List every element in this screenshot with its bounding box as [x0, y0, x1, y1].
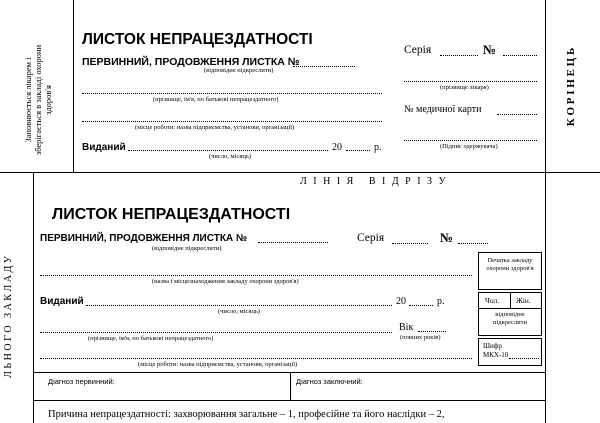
stub-signature-hint: (Підпис одержувача): [440, 143, 498, 150]
stub-left-border: [73, 0, 74, 172]
main-name-hint: (прізвище, ім'я, по батькові непрацездатного): [88, 335, 214, 342]
stub-card-field[interactable]: [497, 114, 537, 115]
gender-male-option[interactable]: Чол.: [485, 296, 500, 305]
stub-bottom-border: [0, 172, 600, 173]
main-name-field[interactable]: [40, 332, 392, 333]
main-year-suffix: р.: [437, 296, 445, 307]
main-series-label: Серія: [357, 232, 385, 244]
gender-box: [478, 292, 542, 336]
stub-doctor-field[interactable]: [404, 81, 537, 82]
cipher-field[interactable]: [509, 358, 539, 359]
cipher-box: [478, 338, 542, 366]
main-subtitle: ПЕРВИННИЙ, ПРОДОВЖЕННЯ ЛИСТКА №: [40, 233, 248, 244]
stub-issued-field[interactable]: [128, 150, 328, 151]
stub-issued-hint: (число, місяць): [209, 153, 251, 160]
main-age-hint: (повних років): [400, 334, 441, 341]
main-age-label: Вік: [399, 322, 414, 333]
stub-series-field[interactable]: [440, 55, 478, 56]
main-side-label: Л Ь Н О Г О З А К Л А Д У: [3, 256, 14, 378]
stub-name-hint: (прізвище, ім'я, по батькові непрацездатного): [153, 96, 279, 103]
stub-number-value-field[interactable]: [503, 55, 537, 56]
cipher-label: Шифр: [483, 342, 502, 350]
main-work-hint: (місце роботи: назва підприємства, установи, організації): [138, 361, 298, 368]
stub-year-prefix: 20: [332, 142, 342, 153]
stub-number-field[interactable]: [293, 66, 355, 67]
diagnosis-final-label: Діагноз заключний:: [296, 377, 363, 386]
stub-name-field[interactable]: [82, 93, 382, 94]
diagnosis-bottom-border: [33, 400, 545, 401]
main-series-field[interactable]: [392, 243, 428, 244]
cause-text: Причина непрацездатності: захворювання загальне – 1, професійне та його наслідки – 2,: [48, 409, 445, 420]
main-issued-label: Виданий: [40, 296, 84, 307]
right-border: [545, 0, 546, 423]
stub-side-note: Заповнюється лікарем і зберігається в закладі охорони здоров'я: [23, 44, 53, 156]
stub-work-hint: (місце роботи: назва підприємства, установи, організації): [135, 124, 295, 131]
gender-hint: відповідне підкреслити: [493, 311, 527, 326]
main-number-field[interactable]: [258, 242, 328, 243]
stub-doctor-hint: (прізвище лікаря): [440, 84, 489, 91]
cut-line-label: Л І Н І Я В І Д Р І З У: [300, 176, 448, 187]
main-left-border: [33, 172, 34, 423]
main-number-label: №: [440, 230, 454, 245]
stub-year-field[interactable]: [346, 150, 370, 151]
main-age-field[interactable]: [418, 331, 446, 332]
stub-work-field[interactable]: [82, 121, 382, 122]
stub-subtitle: ПЕРВИННИЙ, ПРОДОВЖЕННЯ ЛИСТКА №: [82, 56, 300, 68]
main-title: ЛИСТОК НЕПРАЦЕЗДАТНОСТІ: [52, 206, 291, 223]
main-year-field[interactable]: [409, 305, 433, 306]
cipher-code: МКХ-10: [483, 351, 509, 359]
main-issued-hint: (число, місяць): [218, 308, 260, 315]
stub-title: ЛИСТОК НЕПРАЦЕЗДАТНОСТІ: [82, 31, 313, 48]
stub-card-label: № медичної карти: [404, 104, 482, 115]
stub-number-label: №: [483, 42, 497, 57]
diagnosis-primary-label: Діагноз первинний:: [48, 377, 115, 386]
main-work-field[interactable]: [40, 358, 472, 359]
stub-signature-field[interactable]: [404, 140, 537, 141]
main-number-value-field[interactable]: [458, 243, 488, 244]
gender-female-option[interactable]: Жін.: [516, 296, 531, 305]
stub-issued-label: Виданий: [82, 142, 126, 153]
main-year-prefix: 20: [396, 296, 406, 307]
main-subtitle-hint: (відповідне підкреслити): [152, 245, 222, 252]
stub-right-label: К О Р І Н Е Ц Ь: [565, 47, 577, 127]
main-issued-field[interactable]: [86, 305, 392, 306]
stub-subtitle-hint: (відповідне підкреслити): [204, 67, 274, 74]
stamp-text: Печатка закладу охорони здоров'я: [486, 257, 534, 272]
diagnosis-top-border: [33, 372, 545, 373]
stamp-box: [478, 252, 542, 290]
stub-year-suffix: р.: [374, 142, 382, 153]
diagnosis-divider: [290, 372, 291, 400]
stub-series-label: Серія: [404, 44, 432, 56]
main-institution-hint: (назва і місцезнаходження закладу охорони здоров'я): [152, 278, 299, 285]
main-institution-field[interactable]: [40, 275, 472, 276]
